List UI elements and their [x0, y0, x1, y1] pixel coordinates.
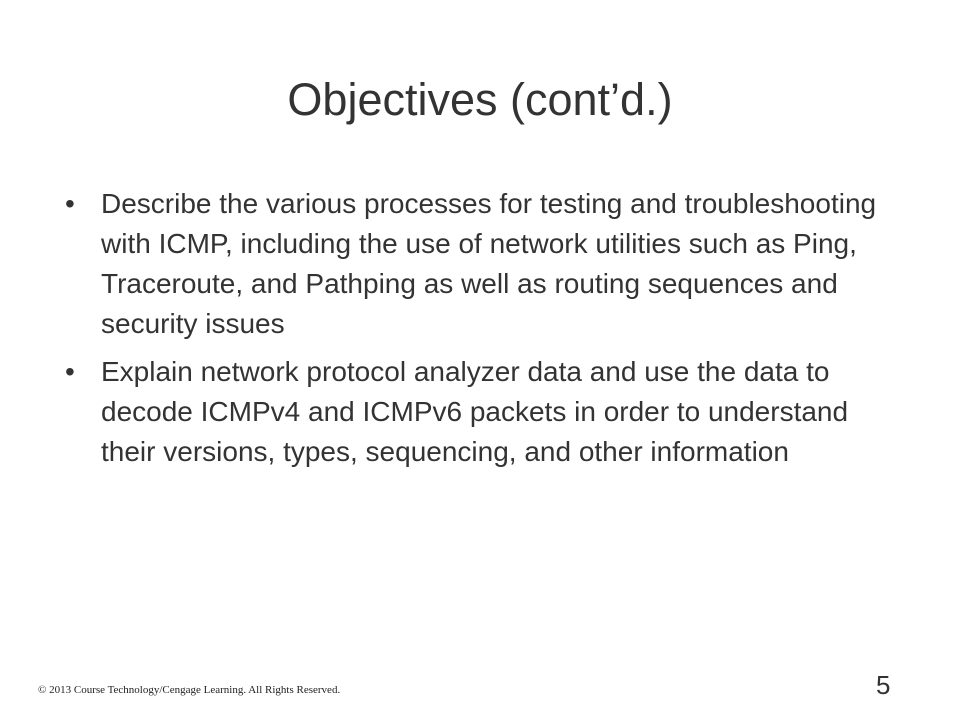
bullet-item-analyzer	[58, 352, 908, 472]
slide-title: Objectives (cont’d.)	[287, 74, 673, 125]
copyright-notice: © 2013 Course Technology/Cengage Learning. All Rights Reserved.	[38, 684, 341, 696]
bullet-marker: •	[65, 188, 75, 219]
bullet-text: Explain network protocol analyzer data and use the data to decode ICMPv4 and ICMPv6 packets in order to understand their versions, types, sequencing, and other information	[101, 356, 849, 467]
bullet-text: Describe the various processes for testing and troubleshooting with ICMP, including the use of network utilities such as Ping, Traceroute, and Pathping as well as routing sequences and security issues	[101, 188, 877, 339]
bullet-list	[58, 184, 908, 480]
bullet-item-processes	[58, 184, 908, 344]
page-number: 5	[876, 670, 891, 700]
bullet-marker: •	[65, 356, 75, 387]
